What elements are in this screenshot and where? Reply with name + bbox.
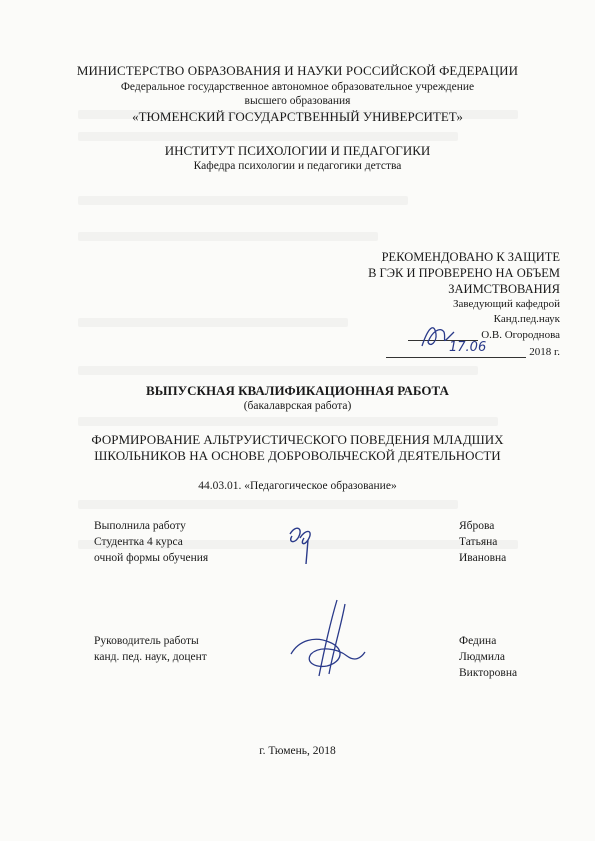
bleed-through <box>78 417 498 426</box>
head-name: О.В. Огороднова <box>481 329 560 341</box>
supervisor-label-1: Руководитель работы <box>94 635 199 647</box>
federal-line-1: Федеральное государственное автономное образовательное учреждение <box>120 81 475 93</box>
work-theme-line-2: ШКОЛЬНИКОВ НА ОСНОВЕ ДОБРОВОЛЬЧЕСКОЙ ДЕЯТЕЛЬНОСТИ <box>94 448 501 463</box>
date-underline-2 <box>486 345 526 358</box>
approval-line-1: РЕКОМЕНДОВАНО К ЗАЩИТЕ <box>381 250 560 264</box>
handwritten-date: 17.06 <box>449 340 487 355</box>
work-theme-line-1: ФОРМИРОВАНИЕ АЛЬТРУИСТИЧЕСКОГО ПОВЕДЕНИЯ МЛАДШИХ <box>91 432 504 447</box>
city-year: г. Тюмень, 2018 <box>259 745 336 757</box>
department-name: Кафедра психологии и педагогики детства <box>193 160 402 172</box>
supervisor-label-2: канд. пед. наук, доцент <box>94 651 207 663</box>
approval-line-3: ЗАИМСТВОВАНИЯ <box>448 282 560 296</box>
work-subtitle: (бакалаврская работа) <box>243 400 352 412</box>
bleed-through <box>78 366 478 375</box>
supervisor-signature-icon <box>285 596 375 686</box>
university-name: «ТЮМЕНСКИЙ ГОСУДАРСТВЕННЫЙ УНИВЕРСИТЕТ» <box>132 109 463 124</box>
supervisor-surname: Федина <box>459 635 497 647</box>
bleed-through <box>78 132 458 141</box>
work-title: ВЫПУСКНАЯ КВАЛИФИКАЦИОННАЯ РАБОТА <box>146 383 449 398</box>
bleed-through <box>78 318 348 327</box>
approval-year: 2018 г. <box>529 346 560 358</box>
supervisor-patronymic: Викторовна <box>459 667 518 679</box>
student-label-2: Студентка 4 курса <box>94 536 183 548</box>
head-signature-icon <box>418 318 458 354</box>
approval-line-2: В ГЭК И ПРОВЕРЕНО НА ОБЪЕМ <box>368 266 560 280</box>
student-surname: Яброва <box>459 520 495 532</box>
specialty: 44.03.01. «Педагогическое образование» <box>198 480 397 492</box>
supervisor-first-name: Людмила <box>459 651 505 663</box>
student-signature-icon <box>282 520 328 568</box>
head-degree: Канд.пед.наук <box>493 313 560 325</box>
bleed-through <box>78 196 408 205</box>
federal-line-2: высшего образования <box>244 95 351 107</box>
bleed-through <box>78 500 458 509</box>
ministry-heading: МИНИСТЕРСТВО ОБРАЗОВАНИЯ И НАУКИ РОССИЙСКОЙ ФЕДЕРАЦИИ <box>76 63 519 78</box>
institute-name: ИНСТИТУТ ПСИХОЛОГИИ И ПЕДАГОГИКИ <box>164 143 431 158</box>
student-label-3: очной формы обучения <box>94 552 209 564</box>
head-of-department-title: Заведующий кафедрой <box>453 298 560 310</box>
student-first-name: Татьяна <box>459 536 498 548</box>
student-label-1: Выполнила работу <box>94 520 186 532</box>
bleed-through <box>78 232 378 241</box>
student-patronymic: Ивановна <box>459 552 507 564</box>
